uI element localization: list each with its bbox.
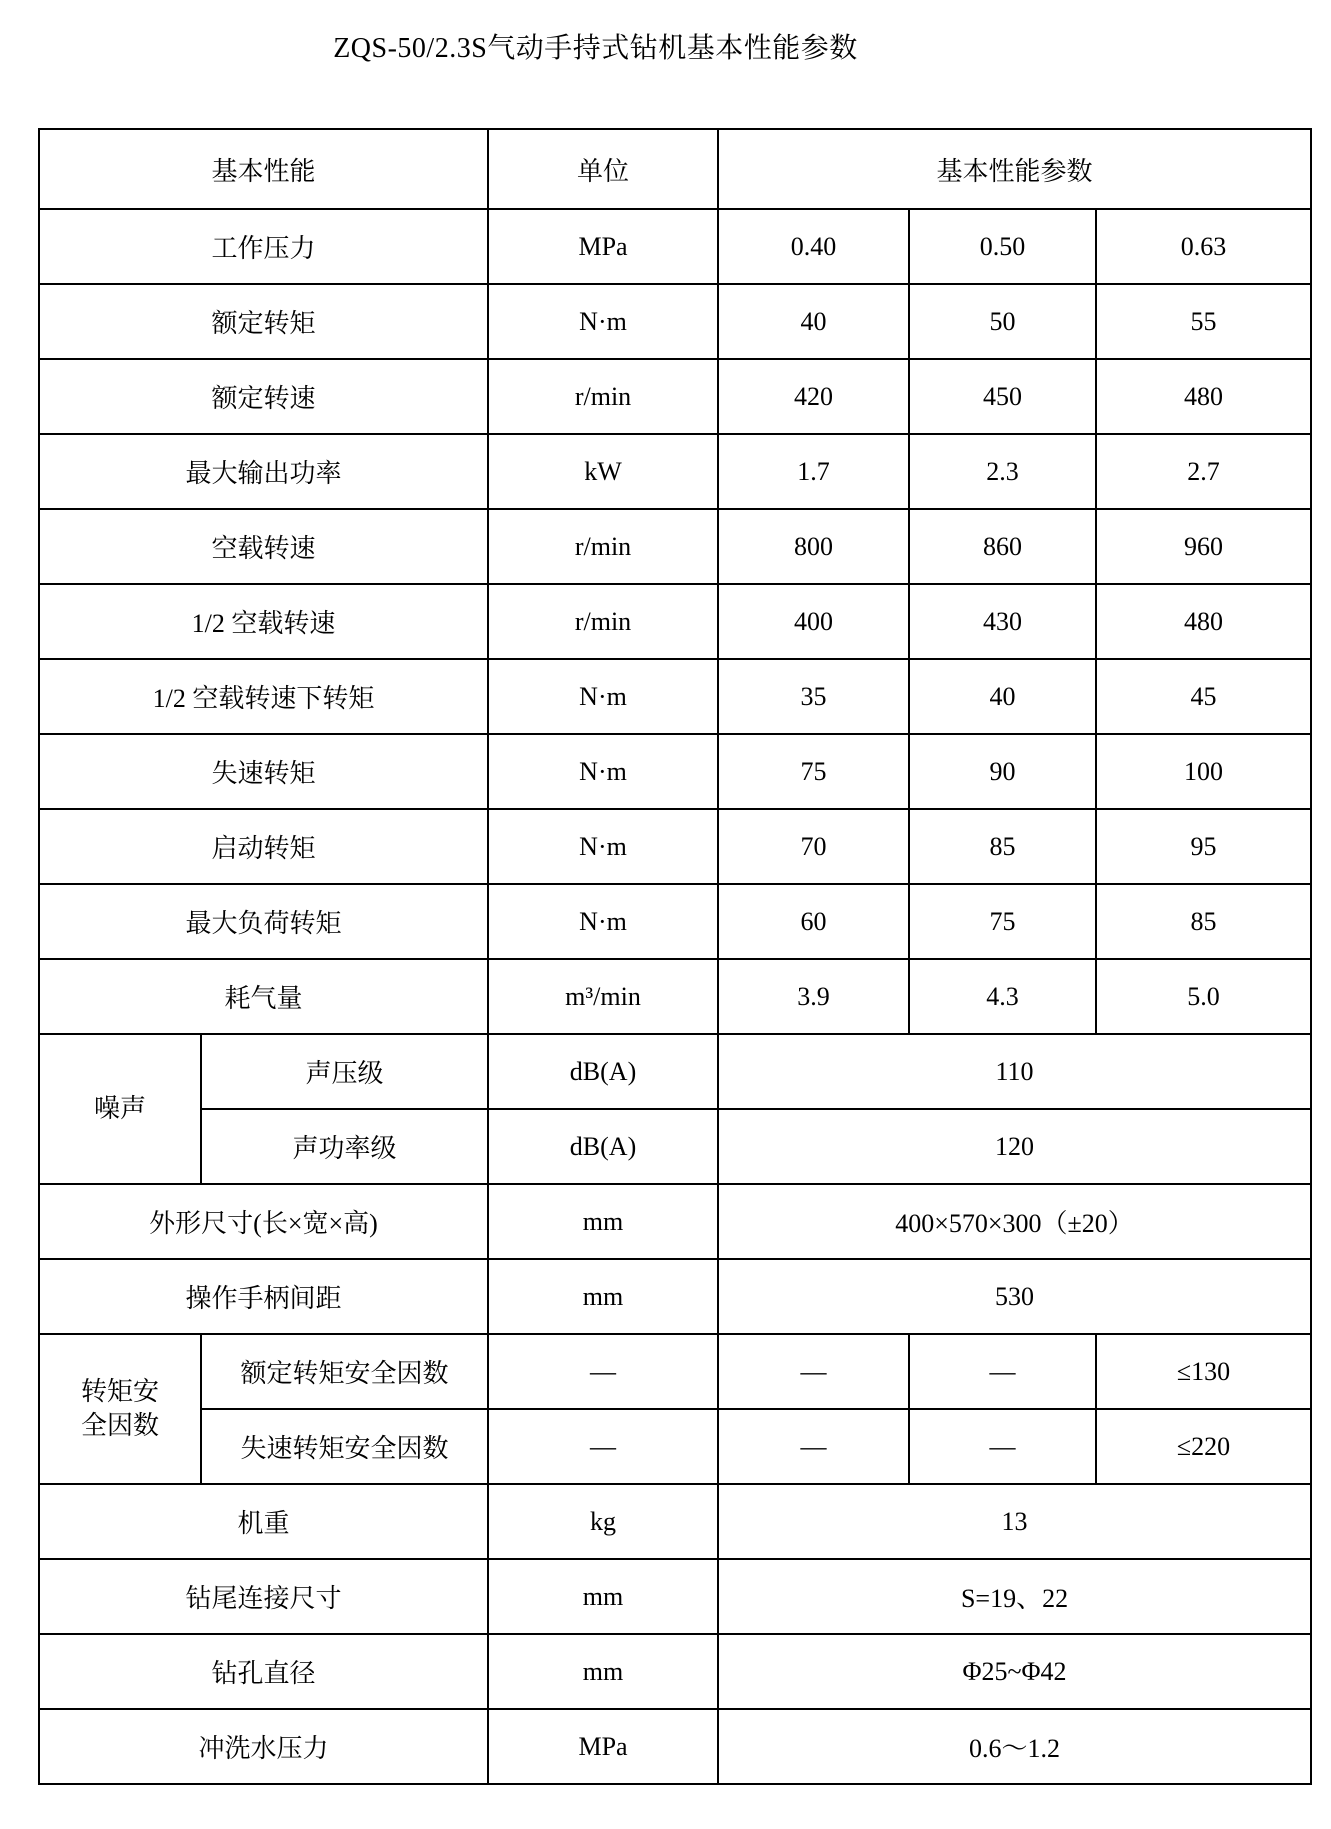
row-unit: mm	[488, 1559, 718, 1634]
table-row	[39, 359, 1311, 434]
row-value: 90	[909, 734, 1096, 809]
row-value: 4.3	[909, 959, 1096, 1034]
row-value: 55	[1096, 284, 1311, 359]
row-value: 0.63	[1096, 209, 1311, 284]
table-row	[39, 209, 1311, 284]
row-value: 40	[718, 284, 909, 359]
row-unit: m³/min	[488, 959, 718, 1034]
row-value: 35	[718, 659, 909, 734]
row-value: 450	[909, 359, 1096, 434]
row-value: 85	[1096, 884, 1311, 959]
row-unit: mm	[488, 1184, 718, 1259]
row-unit: —	[488, 1334, 718, 1409]
noise-group-label: 噪声	[39, 1034, 201, 1184]
header-property: 基本性能	[39, 129, 488, 209]
table-row	[39, 734, 1311, 809]
row-label: 钻尾连接尺寸	[39, 1559, 488, 1634]
row-value: 40	[909, 659, 1096, 734]
row-value: 480	[1096, 359, 1311, 434]
row-unit: N·m	[488, 284, 718, 359]
row-value: 50	[909, 284, 1096, 359]
table-row-noise	[39, 1034, 1311, 1109]
row-label: 冲洗水压力	[39, 1709, 488, 1784]
row-label: 钻孔直径	[39, 1634, 488, 1709]
table-row	[39, 1559, 1311, 1634]
row-label: 1/2 空载转速下转矩	[39, 659, 488, 734]
spec-table	[38, 128, 1312, 1785]
safety-group-label	[39, 1334, 201, 1484]
table-row	[39, 584, 1311, 659]
row-sublabel: 失速转矩安全因数	[201, 1409, 488, 1484]
row-value: 0.40	[718, 209, 909, 284]
row-unit: r/min	[488, 359, 718, 434]
table-row	[39, 809, 1311, 884]
row-value: 120	[718, 1109, 1311, 1184]
row-unit: N·m	[488, 809, 718, 884]
row-sublabel: 声压级	[201, 1034, 488, 1109]
row-value: 480	[1096, 584, 1311, 659]
row-unit: —	[488, 1409, 718, 1484]
table-row	[39, 659, 1311, 734]
row-sublabel: 声功率级	[201, 1109, 488, 1184]
row-value: 400×570×300（±20）	[718, 1184, 1311, 1259]
table-row	[39, 1259, 1311, 1334]
row-value: —	[718, 1334, 909, 1409]
row-label: 耗气量	[39, 959, 488, 1034]
row-value: ≤130	[1096, 1334, 1311, 1409]
row-label: 机重	[39, 1484, 488, 1559]
row-label: 最大负荷转矩	[39, 884, 488, 959]
row-label: 外形尺寸(长×宽×高)	[39, 1184, 488, 1259]
table-row	[39, 434, 1311, 509]
table-row	[39, 284, 1311, 359]
row-unit: dB(A)	[488, 1034, 718, 1109]
row-value: 960	[1096, 509, 1311, 584]
header-params: 基本性能参数	[718, 129, 1311, 209]
row-label: 最大输出功率	[39, 434, 488, 509]
row-value: 2.7	[1096, 434, 1311, 509]
row-value: 530	[718, 1259, 1311, 1334]
row-value: 70	[718, 809, 909, 884]
row-unit: N·m	[488, 734, 718, 809]
row-value: 420	[718, 359, 909, 434]
row-label: 启动转矩	[39, 809, 488, 884]
row-label: 操作手柄间距	[39, 1259, 488, 1334]
row-unit: N·m	[488, 884, 718, 959]
row-value: 13	[718, 1484, 1311, 1559]
row-label: 额定转矩	[39, 284, 488, 359]
row-value: —	[909, 1409, 1096, 1484]
table-row-safety	[39, 1334, 1311, 1409]
row-value: 0.6～1.2	[718, 1709, 1311, 1784]
row-value: 75	[718, 734, 909, 809]
table-row	[39, 1484, 1311, 1559]
row-value: 860	[909, 509, 1096, 584]
table-row-noise	[39, 1109, 1311, 1184]
table-row-safety	[39, 1409, 1311, 1484]
row-unit: kW	[488, 434, 718, 509]
row-unit: r/min	[488, 509, 718, 584]
row-value: —	[909, 1334, 1096, 1409]
row-unit: N·m	[488, 659, 718, 734]
safety-group-label-line2: 全因数	[80, 1411, 159, 1440]
row-label: 1/2 空载转速	[39, 584, 488, 659]
row-value: 75	[909, 884, 1096, 959]
row-label: 工作压力	[39, 209, 488, 284]
table-row	[39, 1184, 1311, 1259]
row-value: 100	[1096, 734, 1311, 809]
page-title: ZQS-50/2.3S气动手持式钻机基本性能参数	[333, 33, 858, 64]
table-row	[39, 959, 1311, 1034]
table-row	[39, 509, 1311, 584]
row-value: 800	[718, 509, 909, 584]
row-value: 95	[1096, 809, 1311, 884]
row-unit: mm	[488, 1259, 718, 1334]
row-label: 额定转速	[39, 359, 488, 434]
table-row	[39, 884, 1311, 959]
row-unit: MPa	[488, 209, 718, 284]
row-value: —	[718, 1409, 909, 1484]
header-unit: 单位	[488, 129, 718, 209]
row-value: Φ25~Φ42	[718, 1634, 1311, 1709]
row-value: 2.3	[909, 434, 1096, 509]
row-value: 60	[718, 884, 909, 959]
row-unit: r/min	[488, 584, 718, 659]
row-value: 3.9	[718, 959, 909, 1034]
row-label: 失速转矩	[39, 734, 488, 809]
row-value: 45	[1096, 659, 1311, 734]
row-value: 1.7	[718, 434, 909, 509]
safety-group-label-line1: 转矩安	[80, 1377, 159, 1406]
row-unit: MPa	[488, 1709, 718, 1784]
row-sublabel: 额定转矩安全因数	[201, 1334, 488, 1409]
row-label: 空载转速	[39, 509, 488, 584]
table-row	[39, 1634, 1311, 1709]
row-value: 5.0	[1096, 959, 1311, 1034]
row-value: S=19、22	[718, 1559, 1311, 1634]
row-value: 430	[909, 584, 1096, 659]
row-value: 85	[909, 809, 1096, 884]
table-row	[39, 1709, 1311, 1784]
row-value: 400	[718, 584, 909, 659]
row-value: 0.50	[909, 209, 1096, 284]
table-header-row	[39, 129, 1311, 209]
row-value: ≤220	[1096, 1409, 1311, 1484]
row-unit: mm	[488, 1634, 718, 1709]
row-unit: kg	[488, 1484, 718, 1559]
row-value: 110	[718, 1034, 1311, 1109]
row-unit: dB(A)	[488, 1109, 718, 1184]
